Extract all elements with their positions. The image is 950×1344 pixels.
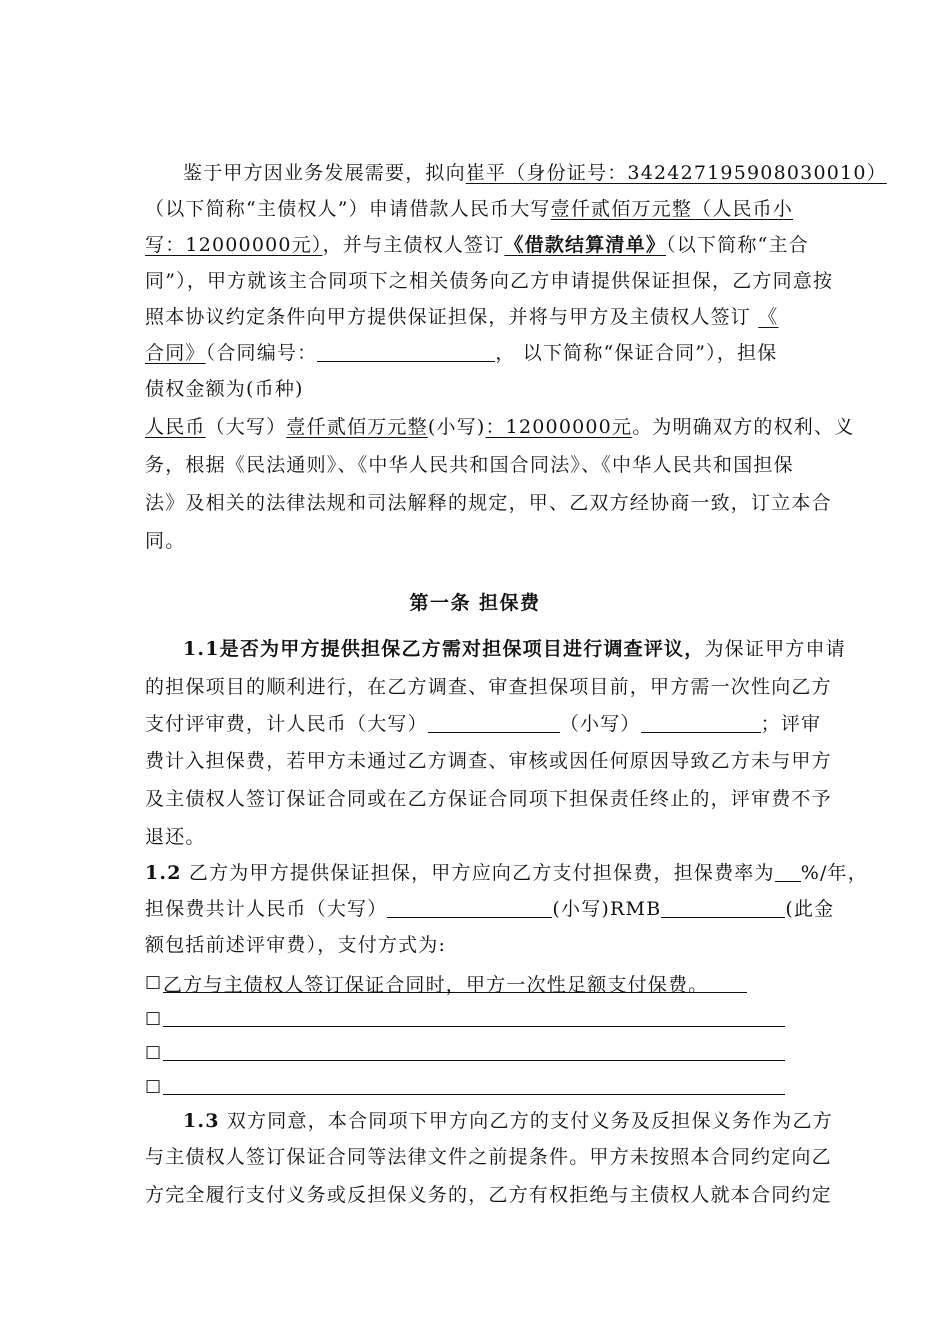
creditor-name: 崔平（身份证号：342427195908030010） [465, 162, 887, 184]
payment-option-3[interactable] [145, 1036, 815, 1066]
clause-1-1-line-1: 1.1是否为甲方提供担保乙方需对担保项目进行调查评议，为保证甲方申请 [183, 638, 846, 660]
clause-1-1-line-2: 的担保项目的顺利进行，在乙方调查、审查担保项目前，甲方需一次性向乙方 [145, 676, 832, 698]
contract-number-blank [317, 341, 495, 362]
payment-option-1[interactable]: □乙方与主债权人签订保证合同时，甲方一次性足额支付保费。 [145, 966, 815, 996]
checkbox-icon[interactable]: □ [145, 972, 163, 992]
review-fee-upper-blank [428, 712, 560, 733]
option-blank-line [163, 1004, 785, 1027]
checkbox-icon[interactable]: □ [145, 1076, 163, 1096]
option-blank-line [163, 1038, 785, 1061]
payment-option-4[interactable] [145, 1070, 815, 1100]
clause-1-1-line-4: 费计入担保费，若甲方未通过乙方调查、审核或因任何原因导致乙方未与甲方 [145, 750, 832, 772]
clause-1-1-line-5: 及主债权人签订保证合同或在乙方保证合同项下担保责任终止的，评审费不予 [145, 788, 832, 810]
total-fee-rmb-blank [661, 897, 785, 918]
intro-line-1: 鉴于甲方因业务发展需要，拟向崔平（身份证号：342427195908030010） [183, 162, 887, 184]
review-fee-lower-blank [641, 712, 761, 733]
intro-line-5: 照本协议约定条件向甲方提供保证担保，并将与甲方及主债权人签订 《 [145, 306, 779, 328]
intro-line-11: 同。 [145, 530, 186, 552]
clause-1-1-line-6: 退还。 [145, 826, 206, 848]
loan-amount-upper: 壹仟贰佰万元整（人民币小 [550, 198, 794, 220]
clause-1-2-line-3: 额包括前述评审费），支付方式为: [145, 934, 447, 956]
clause-1-3-line-1: 1.3 双方同意，本合同项下甲方向乙方的支付义务及反担保义务作为乙方 [183, 1110, 833, 1132]
clause-1-3-line-2: 与主债权人签订保证合同等法律文件之前提条件。甲方未按照本合同约定向乙 [145, 1146, 832, 1168]
intro-line-3: 写：12000000元），并与主债权人签订《借款结算清单》（以下简称“主合 [145, 234, 809, 256]
clause-1-2-line-1: 1.2 乙方为甲方提供保证担保，甲方应向乙方支付担保费，担保费率为 %/年， [145, 862, 868, 884]
intro-line-4: 同”），甲方就该主合同项下之相关债务向乙方申请提供保证担保，乙方同意按 [145, 270, 834, 292]
intro-line-2: （以下简称“主债权人”）申请借款人民币大写壹仟贰佰万元整（人民币小 [145, 198, 794, 220]
main-contract-name: 《借款结算清单》 [504, 234, 667, 256]
claim-amount-lower: ：12000000元 [485, 416, 633, 438]
checkbox-icon[interactable]: □ [145, 1008, 163, 1028]
checkbox-icon[interactable]: □ [145, 1042, 163, 1062]
intro-line-7: 债权金额为(币种) [145, 378, 304, 400]
article-1-title: 第一条 担保费 [409, 592, 541, 614]
intro-line-10: 法》及相关的法律法规和司法解释的规定，甲、乙双方经协商一致，订立本合 [145, 492, 832, 514]
intro-line-9: 务，根据《民法通则》、《中华人民共和国合同法》、《中华人民共和国担保 [145, 454, 794, 476]
option-blank-line [163, 1072, 785, 1095]
clause-1-2-line-2: 担保费共计人民币（大写） (小写)RMB (此金 [145, 898, 835, 920]
fee-rate-blank [775, 861, 801, 882]
clause-1-1-line-3: 支付评审费，计人民币（大写） （小写） ；评审 [145, 713, 822, 735]
clause-1-3-line-3: 方完全履行支付义务或反担保义务的，乙方有权拒绝与主债权人就本合同约定 [145, 1184, 832, 1206]
intro-line-8: 人民币（大写）壹仟贰佰万元整(小写)：12000000元。为明确双方的权利、义 [145, 416, 855, 438]
intro-line-6: 合同》（合同编号： ， 以下简称“保证合同”），担保 [145, 342, 778, 364]
payment-option-2[interactable] [145, 1002, 815, 1032]
total-fee-upper-blank [387, 897, 552, 918]
